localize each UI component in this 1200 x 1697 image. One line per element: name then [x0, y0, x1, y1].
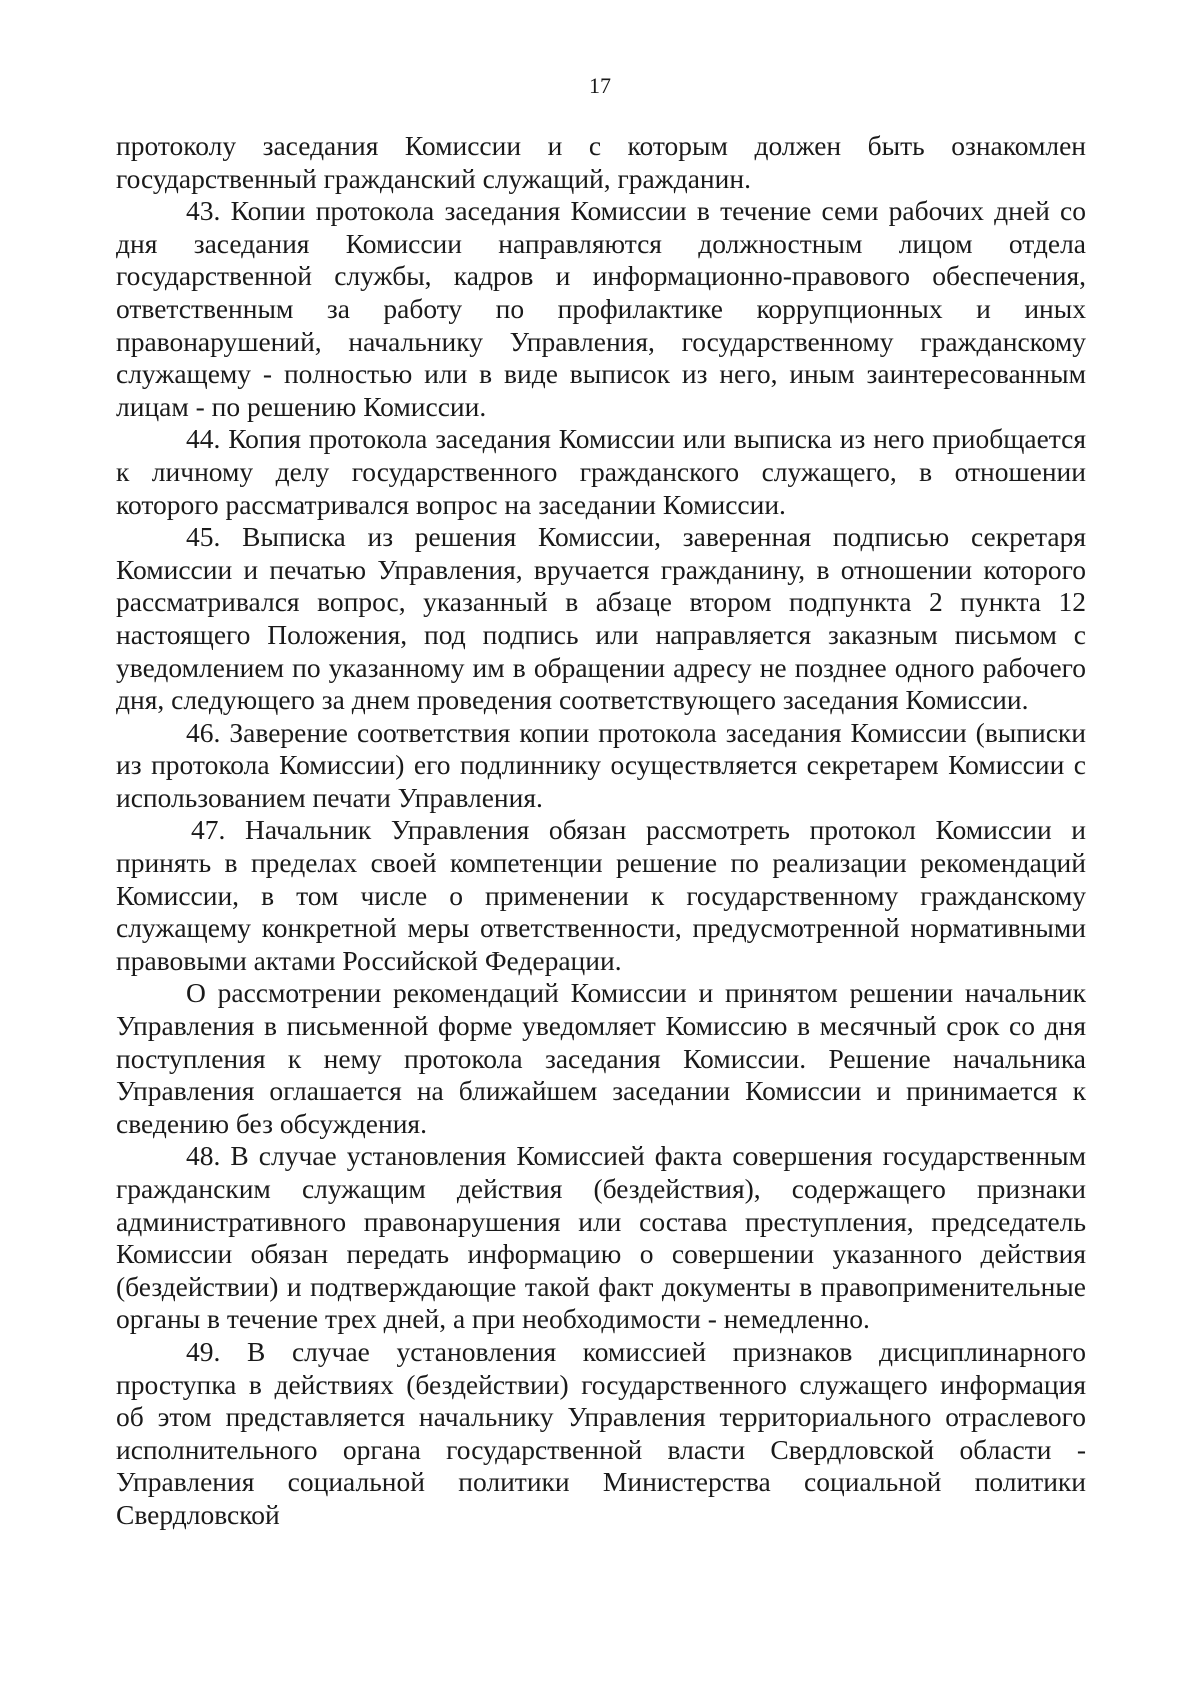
page-number: 17: [589, 73, 611, 98]
paragraph-46: 46. Заверение соответствия копии протокола заседания Комиссии (выписки из протокола Комиссии) его подлиннику осуществляется секретарем Комиссии с использованием печати Управления.: [116, 716, 1086, 813]
paragraph-43: 43. Копии протокола заседания Комиссии в течение семи рабочих дней со дня заседания Комиссии направляются должностным лицом отдела государственной службы, кадров и информационно-правового обеспечения, ответственным за работу по профилактике коррупционных и иных правонарушений, начальнику Управления, государственному гражданскому служащему - полностью или в виде выписок из него, иным заинтересованным лицам - по решению Комиссии.: [116, 195, 1086, 422]
paragraph-47: 47. Начальник Управления обязан рассмотреть протокол Комиссии и принять в пределах своей компетенции решение по реализации рекомендаций Комиссии, в том числе о применении к государственному гражданскому служащему конкретной меры ответственности, предусмотренной нормативными правовыми актами Российской Федерации.: [116, 814, 1086, 976]
paragraph-continuation: протоколу заседания Комиссии и с которым должен быть ознакомлен государственный гражданский служащий, гражданин.: [116, 130, 1086, 194]
paragraph-44: 44. Копия протокола заседания Комиссии или выписка из него приобщается к личному делу государственного гражданского служащего, в отношении которого рассматривался вопрос на заседании Комиссии.: [116, 423, 1086, 520]
paragraph-45: 45. Выписка из решения Комиссии, заверенная подписью секретаря Комиссии и печатью Управления, вручается гражданину, в отношении которого рассматривался вопрос, указанный в абзаце втором подпункта 2 пункта 12 настоящего Положения, под подпись или направляется заказным письмом с уведомлением по указанному им в обращении адресу не позднее одного рабочего дня, следующего за днем проведения соответствующего заседания Комиссии.: [116, 521, 1086, 716]
document-body: [116, 130, 1086, 1532]
paragraph-47-continued: О рассмотрении рекомендаций Комиссии и принятом решении начальник Управления в письменной форме уведомляет Комиссию в месячный срок со дня поступления к нему протокола заседания Комиссии. Решение начальника Управления оглашается на ближайшем заседании Комиссии и принимается к сведению без обсуждения.: [116, 977, 1086, 1139]
paragraph-48: 48. В случае установления Комиссией факта совершения государственным гражданским служащим действия (бездействия), содержащего признаки административного правонарушения или состава преступления, председатель Комиссии обязан передать информацию о совершении указанного действия (бездействии) и подтверждающие такой факт документы в правоприменительные органы в течение трех дней, а при необходимости - немедленно.: [116, 1140, 1086, 1335]
paragraph-49: 49. В случае установления комиссией признаков дисциплинарного проступка в действиях (бездействии) государственного служащего информация об этом представляется начальнику Управления территориального отраслевого исполнительного органа государственной власти Свердловской области - Управления социальной политики Министерства социальной политики Свердловской: [116, 1335, 1086, 1530]
